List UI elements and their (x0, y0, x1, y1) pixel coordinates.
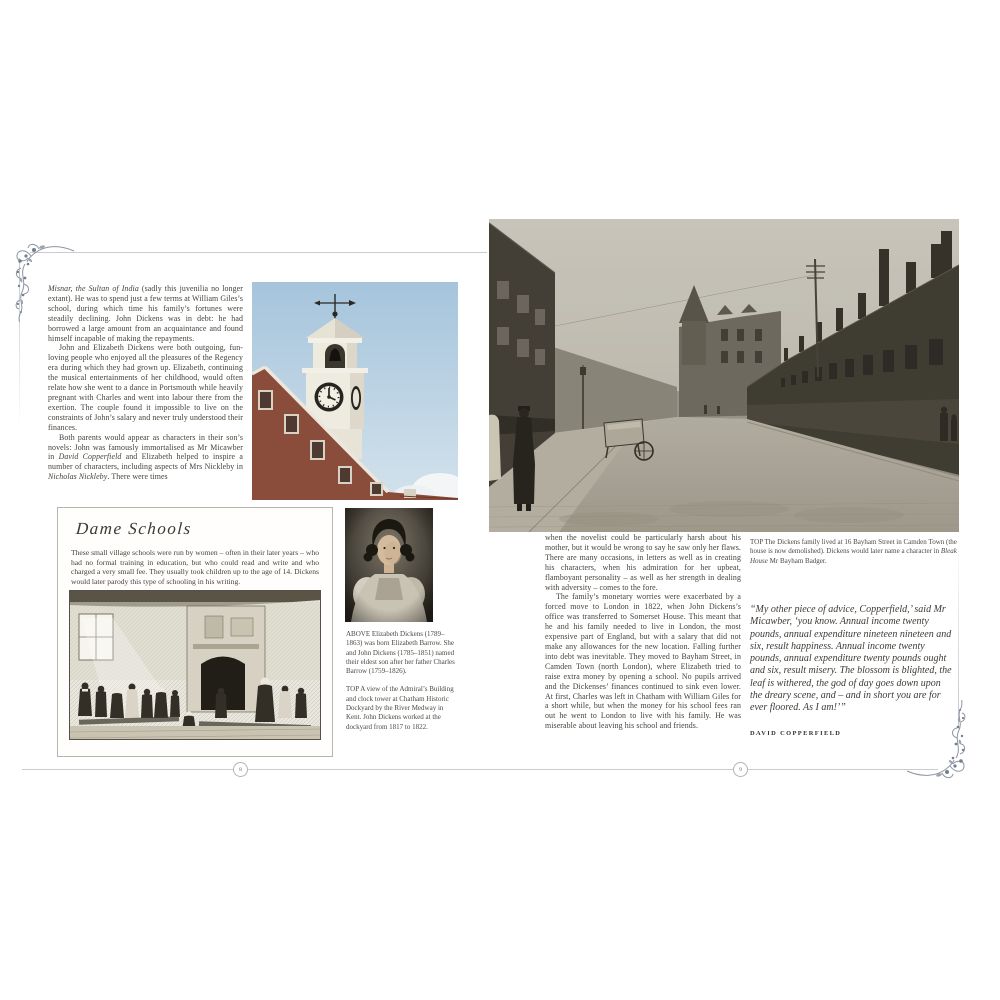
pull-quote: “My other piece of advice, Copperfield,’ said Mr Micawber, ‘you know. Annual income twenty pounds, annual expenditure nineteen nineteen and six, result happiness. Annual income twenty pounds, annual expenditure twenty pounds ought and six, result misery. The blossom is blighted, the leaf is withered, the god of day goes down upon the dreary scene, and – and in short you are for ever floored. As I am!’” DAVID COPPERFIELD (750, 604, 952, 740)
clock-tower-photo (252, 282, 458, 500)
body-paragraph: Both parents would appear as characters in their son’s novels: John was famously immortalised as Mr Micawber in David Copperfield and Elizabeth helped to inspire a number of characters, including aspects of Mrs Nickleby in Nicholas Nickleby. There were times (48, 432, 244, 482)
right-frame-rule (958, 534, 959, 726)
body-paragraph: when the novelist could be particularly harsh about his mother, but it would be wrong to say he saw only her flaws. There are many occasions, in letters as well as in creating his characters, when his admiration for her upbeat, flamboyant personality – as well as her strength in dealing with adversity – comes to the fore. (545, 533, 741, 592)
dame-school-engraving (69, 590, 321, 740)
book-title-italic: David Copperfield (58, 452, 122, 462)
top-frame-rule (30, 252, 487, 253)
body-paragraph: The family’s monetary worries were exacerbated by a forced move to London in 1822, when John Dickens’s office was transferred to Somerset House. This meant that he and his family needed to live in London, the most expensive part of England, but with a salary that did not make any allowances for the new location. Falling further into debt was inevitable. They moved to Bayham Street, in Camden Town (north London), where Elizabeth tried to raise extra money by opening a school. No pupils arrived and the Dickenses’ finances continued to sink even lower. At first, Charles was left in Chatham with William Giles for a short while, but when the money for his school fees ran out he went to London to live with his family. He was miserable about leaving his school and friends. (545, 592, 741, 731)
street-photo-caption: TOP The Dickens family lived at 16 Bayham Street in Camden Town (the house is now demolished). Dickens would later name a character in Bleak House Mr Bayham Badger. (750, 538, 957, 565)
book-title-italic: Nicholas Nickleby (48, 472, 108, 482)
right-page-body-column (545, 533, 741, 731)
quote-attribution: DAVID COPPERFIELD (750, 729, 842, 737)
sidebar-body-text: These small village schools were run by women – often in their later years – who had no formal training in education, but who could read and write and who charged a very small fee. They usually took children up to the age of 14. Dickens would later parody this type of schooling in his writing. (71, 548, 319, 587)
bayham-street-photo (489, 219, 959, 532)
page-number-left: 8 (233, 762, 248, 777)
page-number-right: 9 (733, 762, 748, 777)
sidebar-heading: Dame Schools (75, 519, 193, 538)
left-page-captions (346, 630, 460, 741)
body-paragraph: John and Elizabeth Dickens were both outgoing, fun-loving people who enjoyed all the pleasures of the Regency era during which they had grown up. Elizabeth, continuing the musical entertainments of her childhood, would often relate how she went to a dance in Portsmouth while heavily pregnant with Charles and went into labour there from the exertion. The couple found it impossible to live on the constraints of John’s salary and never truly understood their finances. (48, 343, 243, 432)
elizabeth-dickens-portrait (345, 508, 433, 622)
left-page-body-column (48, 284, 243, 482)
dame-schools-sidebar (57, 507, 333, 757)
caption-top: TOP A view of the Admiral’s Building and clock tower at Chatham Historic Dockyard by the River Medway in Kent. John Dickens worked at the dockyard from 1817 to 1822. (346, 685, 454, 731)
bottom-frame-rule (22, 769, 938, 770)
book-title-italic: Misnar, the Sultan of India (48, 284, 139, 293)
caption-above: ABOVE Elizabeth Dickens (1789–1863) was born Elizabeth Barrow. She and John Dickens (1785–1851) named their eldest son after her father Charles Barrow (1759–1826). (346, 630, 455, 676)
body-paragraph: Misnar, the Sultan of India (sadly this juvenilia no longer extant). He was to spend just a few terms at William Giles’s school, during which time his family’s fortunes were steadily declining. John Dickens was in debt: he had borrowed a large amount from an acquaintance and found himself incapable of making the repayments. (48, 284, 244, 343)
book-title-italic: Bleak House (750, 547, 957, 565)
